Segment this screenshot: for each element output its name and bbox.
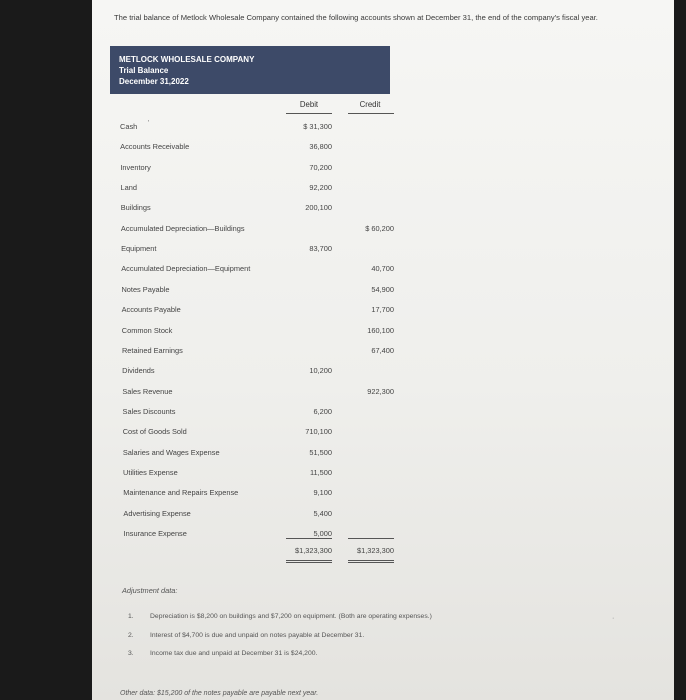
account-debit: 83,700	[309, 244, 332, 254]
account-credit: 40,700	[371, 264, 394, 274]
account-debit: 200,100	[305, 203, 332, 213]
adjustment-item	[128, 650, 317, 657]
debit-total-rule-bottom	[286, 560, 332, 561]
account-row	[92, 224, 674, 244]
account-debit: 92,200	[309, 183, 332, 193]
account-name: Sales Revenue	[122, 386, 173, 396]
account-credit: 160,100	[367, 325, 394, 335]
adjustment-text: Income tax due and unpaid at December 31 is $24,200.	[150, 650, 318, 657]
account-debit: 70,200	[309, 162, 332, 172]
account-row	[92, 448, 674, 468]
account-credit: 922,300	[367, 386, 394, 396]
account-name: Dividends	[122, 366, 155, 376]
account-name: Sales Discounts	[122, 406, 176, 416]
account-name: Maintenance and Repairs Expense	[123, 488, 239, 498]
account-row	[92, 488, 674, 508]
account-debit: 5,000	[313, 529, 332, 538]
account-name: Utilities Expense	[123, 467, 178, 477]
account-name: Cash	[120, 122, 138, 131]
statement-title: Trial Balance	[119, 66, 169, 75]
account-row	[92, 387, 674, 407]
account-name: Land	[120, 183, 137, 193]
credit-total-rule-bottom	[348, 560, 394, 561]
account-name: Retained Earnings	[121, 345, 183, 355]
account-row	[92, 264, 674, 284]
account-row	[92, 122, 674, 142]
account-row	[92, 326, 674, 346]
account-debit: 36,800	[309, 142, 332, 152]
account-row	[92, 407, 674, 427]
totals-row	[92, 546, 674, 566]
account-name: Buildings	[120, 203, 151, 213]
account-name: Accumulated Depreciation—Equipment	[121, 264, 251, 274]
total-credit: $1,323,300	[357, 546, 394, 555]
adjustment-item	[128, 632, 364, 639]
adjustment-item	[128, 613, 432, 620]
adjustment-number: 3.	[128, 650, 134, 657]
account-row	[92, 285, 674, 305]
credit-header-rule	[348, 113, 394, 114]
account-row	[92, 509, 674, 529]
account-row	[92, 366, 674, 386]
account-debit: 9,100	[313, 488, 332, 498]
account-name: Inventory	[120, 162, 151, 172]
account-name: Accounts Receivable	[120, 142, 190, 152]
account-row	[92, 142, 674, 162]
trial-balance-header	[110, 46, 390, 94]
account-debit: 5,400	[313, 508, 332, 518]
account-credit: 17,700	[371, 305, 394, 315]
account-name: Salaries and Wages Expense	[122, 447, 220, 457]
company-name: METLOCK WHOLESALE COMPANY	[119, 55, 255, 64]
account-row	[92, 183, 674, 203]
account-name: Common Stock	[121, 325, 173, 335]
account-debit: 11,500	[309, 467, 332, 477]
account-debit: 710,100	[305, 427, 332, 437]
account-row	[92, 346, 674, 366]
debit-total-double-rule	[286, 562, 332, 563]
credit-column-header: Credit	[359, 100, 381, 109]
debit-column-header: Debit	[299, 100, 319, 109]
account-row	[92, 427, 674, 447]
pen-mark: ·	[612, 615, 615, 622]
pen-mark: '	[148, 120, 150, 127]
account-credit: $ 60,200	[365, 223, 394, 233]
total-debit: $1,323,300	[295, 546, 332, 555]
account-name: Accumulated Depreciation—Buildings	[120, 223, 245, 233]
statement-date: December 31,2022	[119, 77, 189, 86]
account-row	[92, 203, 674, 223]
account-name: Equipment	[121, 244, 157, 254]
debit-total-rule-top	[286, 538, 332, 539]
account-debit: $ 31,300	[303, 122, 332, 131]
account-name: Notes Payable	[121, 284, 170, 294]
account-debit: 10,200	[309, 366, 332, 376]
account-row	[92, 244, 674, 264]
account-credit: 54,900	[371, 284, 394, 294]
account-debit: 51,500	[309, 447, 332, 457]
other-data: Other data: $15,200 of the notes payable are payable next year.	[120, 690, 319, 697]
credit-total-double-rule	[348, 562, 394, 563]
account-row	[92, 305, 674, 325]
account-row	[92, 468, 674, 488]
adjustment-title: Adjustment data:	[122, 586, 178, 595]
account-name: Insurance Expense	[123, 529, 187, 538]
adjustment-text: Depreciation is $8,200 on buildings and $7,200 on equipment. (Both are operating expenses.)	[150, 613, 432, 620]
account-name: Advertising Expense	[123, 508, 191, 518]
adjustment-number: 1.	[128, 613, 134, 620]
account-debit: 6,200	[313, 406, 332, 416]
adjustment-number: 2.	[128, 632, 134, 639]
account-row	[92, 163, 674, 183]
debit-header-rule	[286, 113, 332, 114]
account-name: Accounts Payable	[121, 305, 181, 315]
adjustment-text: Interest of $4,700 is due and unpaid on notes payable at December 31.	[150, 632, 365, 639]
worksheet-page	[92, 0, 674, 700]
credit-total-rule-top	[348, 538, 394, 539]
account-name: Cost of Goods Sold	[122, 427, 187, 437]
intro-text: The trial balance of Metlock Wholesale Company contained the following accounts shown at December 31, the end of the company's fiscal year.	[114, 13, 598, 22]
account-credit: 67,400	[371, 345, 394, 355]
